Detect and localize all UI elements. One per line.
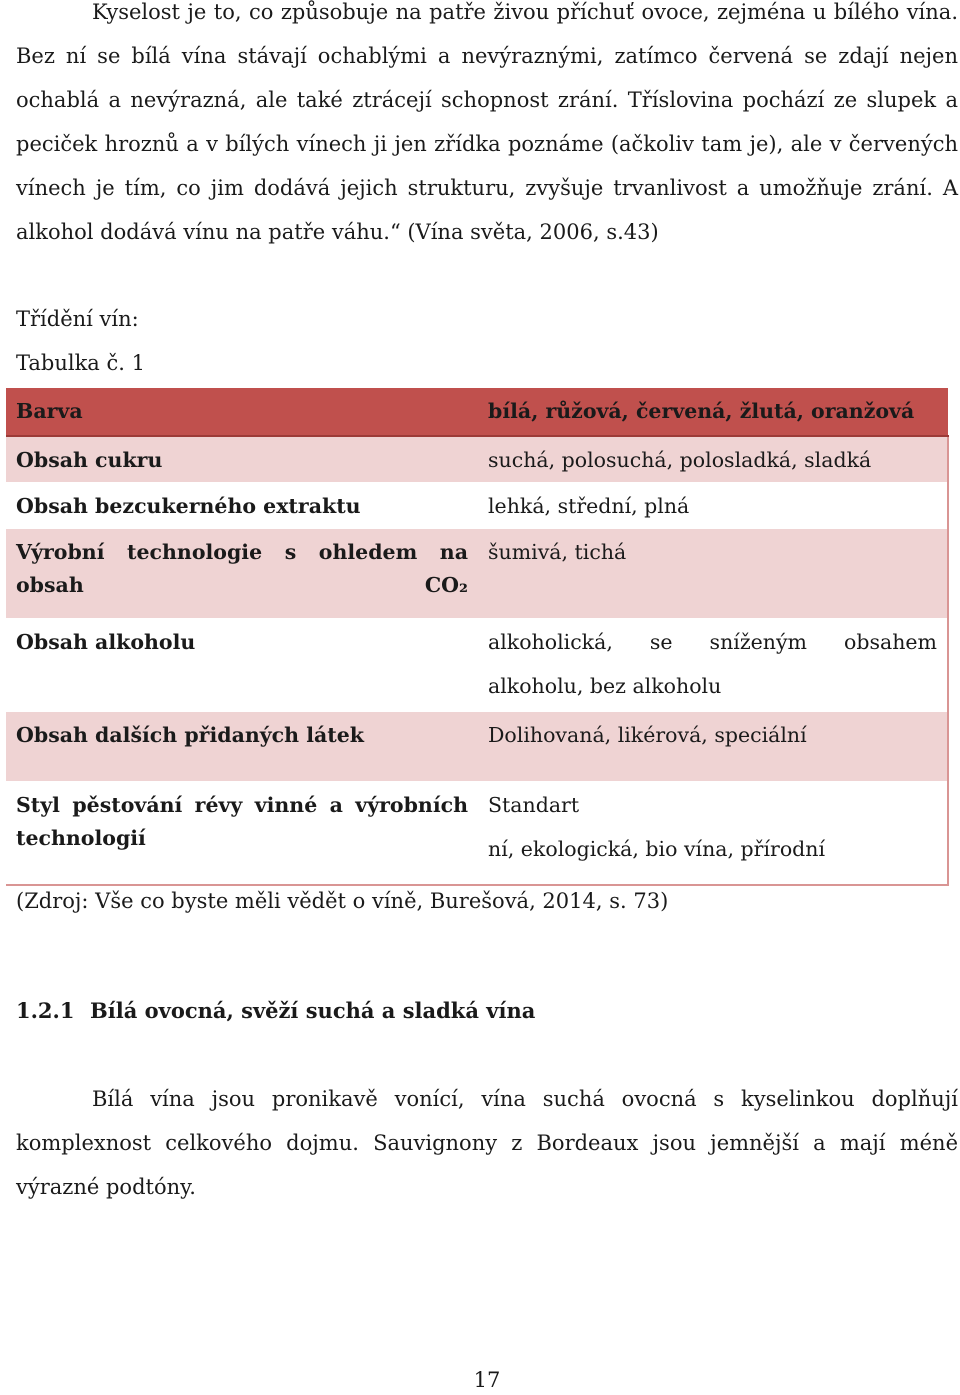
table-cell-key: Styl pěstování révy vinné a výrobních technologií (6, 781, 478, 885)
table-row (6, 436, 948, 482)
table-cell-value: suchá, polosuchá, polosladká, sladká (478, 436, 948, 482)
table-cell-value: šumivá, tichá (478, 528, 948, 618)
wine-classification-table (6, 388, 949, 886)
table-cell-value-line: alkoholu, bez alkoholu (488, 673, 722, 698)
table-header-value: bílá, růžová, červená, žlutá, oranžová (478, 388, 948, 436)
table-row (6, 528, 948, 618)
table-row (6, 482, 948, 528)
table-cell-value (478, 781, 948, 885)
page-number: 17 (473, 1368, 501, 1392)
body-paragraph-top: Kyselost je to, co způsobuje na patře živou příchuť ovoce, zejména u bílého vína. Bez ní se bílá vína stávají ochablými a nevýraznými, zatímco červená se zdají nejen ochablá a nevýrazná, ale také ztrácejí schopnost zrání. Tříslovina pochází ze slupek a peciček hroznů a v bílých vínech ji jen zřídka poznáme (ačkoliv tam je), ale v červených vínech je tím, co jim dodává jejich strukturu, zvyšuje trvanlivost a umožňuje zrání. A alkohol dodává vínu na patře váhu.“ (Vína světa, 2006, s.43) (16, 0, 958, 244)
section-label: Třídění vín: (16, 307, 139, 331)
section-heading-title: Bílá ovocná, svěží suchá a sladká vína (90, 998, 536, 1023)
table-cell-value-line: ní, ekologická, bio vína, přírodní (488, 836, 826, 861)
table-row (6, 711, 948, 781)
table-cell-value-line: Standart (488, 792, 580, 817)
section-heading (16, 996, 535, 1026)
table-header-key: Barva (6, 388, 478, 436)
table-cell-value-line: alkoholická, se sníženým obsahem (488, 629, 937, 654)
section-heading-number: 1.2.1 (16, 998, 75, 1023)
table-cell-key: Obsah dalších přidaných látek (6, 711, 478, 781)
table-cell-value (478, 618, 948, 711)
table-header-row (6, 388, 948, 436)
table-cell-value: Dolihovaná, likérová, speciální (478, 711, 948, 781)
table-cell-value: lehká, střední, plná (478, 482, 948, 528)
table-cell-key: Obsah cukru (6, 436, 478, 482)
table-row (6, 618, 948, 711)
table-source-note: (Zdroj: Vše co byste měli vědět o víně, Burešová, 2014, s. 73) (16, 889, 669, 913)
table-cell-key: Obsah alkoholu (6, 618, 478, 711)
body-paragraph-bottom: Bílá vína jsou pronikavě vonící, vína suchá ovocná s kyselinkou doplňují komplexnost celkového dojmu. Sauvignony z Bordeaux jsou jemnější a mají méně výrazné podtóny. (16, 1087, 958, 1199)
table-caption: Tabulka č. 1 (16, 351, 145, 375)
table-cell-key: Výrobní technologie s ohledem na obsah CO₂ (6, 528, 478, 618)
table-cell-key: Obsah bezcukerného extraktu (6, 482, 478, 528)
table-row (6, 781, 948, 885)
